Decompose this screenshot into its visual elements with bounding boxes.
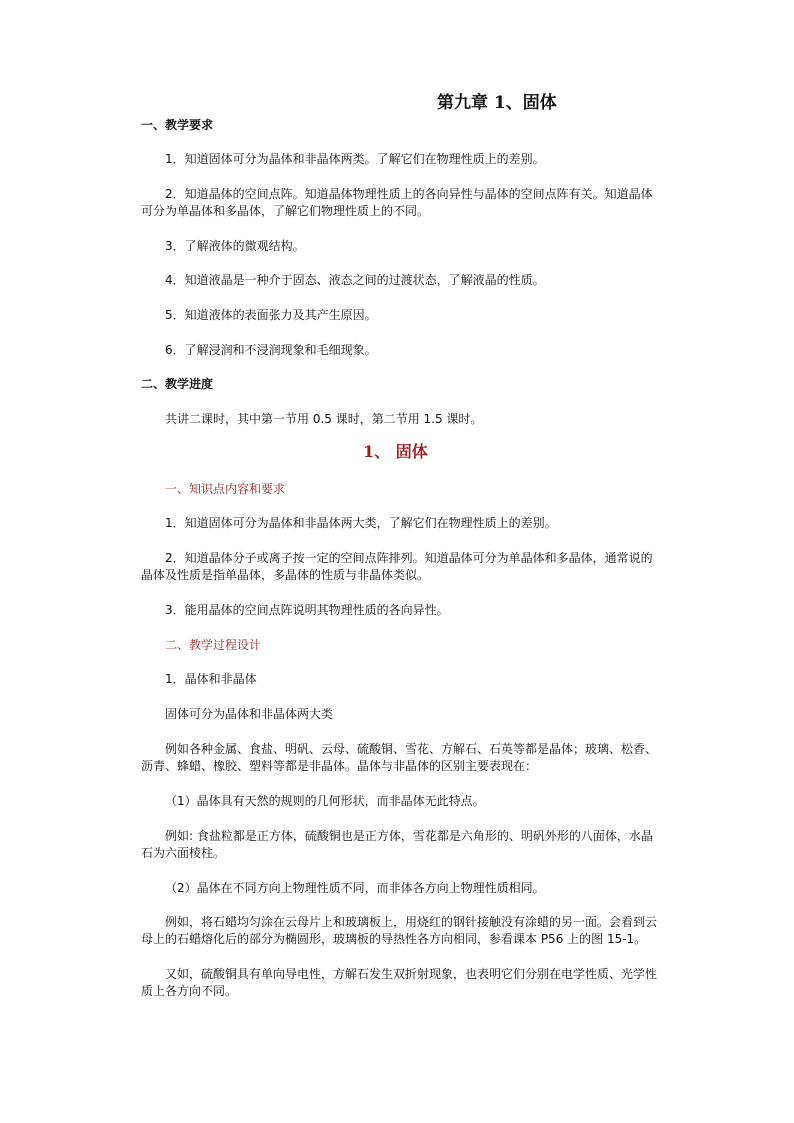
process-section-title: 二、教学过程设计 [165, 638, 262, 652]
lesson-title: 1、 固体 [363, 442, 428, 461]
process-paragraph-cont: 沥青、蜂蜡、橡胶、塑料等都是非晶体。晶体与非晶体的区别主要表现在： [141, 759, 538, 773]
requirement-item-4: 4．知道液晶是一种介于固态、液态之间的过渡状态，了解液晶的性质。 [165, 273, 545, 287]
process-example: 又如，硫酸铜具有单向导电性，方解石发生双折射现象，也表明它们分别在电学性质、光学性 [165, 967, 658, 981]
knowledge-item-3: 3．能用晶体的空间点阵说明其物理性质的各向异性。 [165, 603, 449, 617]
process-paragraph: 例如各种金属、食盐、明矾、云母、硫酸铜、雪花、方解石、石英等都是晶体；玻璃、松香、 [165, 742, 658, 756]
process-example-cont: 质上各方向不同。 [141, 984, 238, 998]
knowledge-item-2-cont: 晶体及性质是指单晶体，多晶体的性质与非晶体类似。 [141, 568, 430, 582]
process-point-2: （2）晶体在不同方向上物理性质不同，而非体各方向上物理性质相同。 [165, 881, 545, 895]
knowledge-item-2: 2．知道晶体分子或离子按一定的空间点阵排列。知道晶体可分为单晶体和多晶体，通常说的 [165, 551, 653, 565]
requirement-item-6: 6．了解浸润和不浸润现象和毛细现象。 [165, 343, 377, 357]
knowledge-section-title: 一、知识点内容和要求 [165, 482, 286, 496]
process-example: 例如: 食盐粒都是正方体，硫酸铜也是正方体，雪花都是六角形的、明矾外形的八面体，水晶 [165, 829, 653, 843]
requirement-item-1: 1．知道固体可分为晶体和非晶体两类。了解它们在物理性质上的差别。 [165, 152, 545, 166]
chapter-title: 第九章 1、固体 [437, 93, 557, 113]
section-title-teaching-progress: 二、教学进度 [141, 377, 214, 391]
process-heading-crystal: 1．晶体和非晶体 [165, 672, 257, 686]
requirement-item-3: 3．了解液体的微观结构。 [165, 239, 305, 253]
requirement-item-5: 5．知道液体的表面张力及其产生原因。 [165, 308, 377, 322]
progress-text: 共讲二课时，其中第一节用 0.5 课时，第二节用 1.5 课时。 [165, 412, 483, 426]
requirement-item-2-cont: 可分为单晶体和多晶体，了解它们物理性质上的不同。 [141, 204, 430, 218]
requirement-item-2: 2．知道晶体的空间点阵。知道晶体物理性质上的各向异性与晶体的空间点阵有关。知道晶体 [165, 187, 653, 201]
process-example-cont: 石为六面棱柱。 [141, 846, 226, 860]
process-example: 例如，将石蜡均匀涂在云母片上和玻璃板上，用烧红的钢针接触没有涂蜡的另一面。会看到云 [165, 915, 658, 929]
knowledge-item-1: 1．知道固体可分为晶体和非晶体两大类，了解它们在物理性质上的差别。 [165, 516, 557, 530]
section-title-teaching-requirements: 一、教学要求 [141, 118, 214, 132]
process-point-1: （1）晶体具有天然的规则的几何形状，而非晶体无此特点。 [165, 794, 485, 808]
process-paragraph: 固体可分为晶体和非晶体两大类 [165, 707, 334, 721]
process-example-cont: 母上的石蜡熔化后的部分为椭圆形，玻璃板的导热性各方向相同，参看课本 P56 上的图 15-1。 [141, 932, 647, 946]
